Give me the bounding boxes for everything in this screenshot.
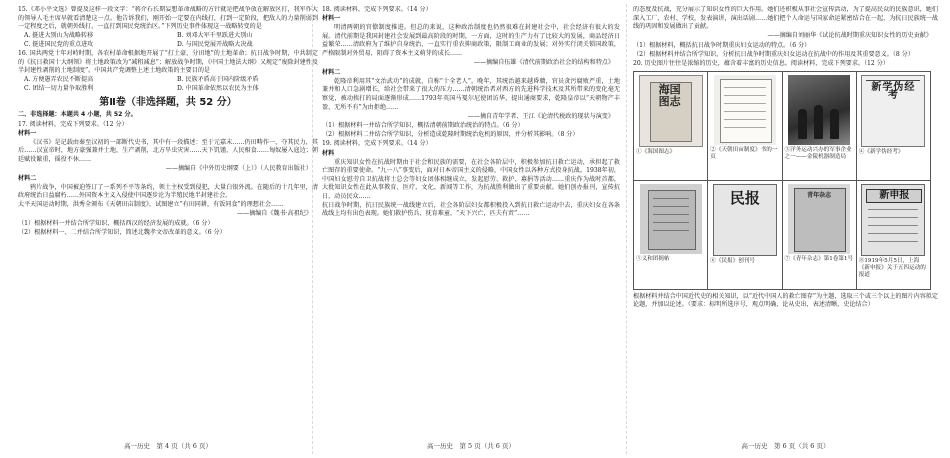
q15-option-c: C. 挺进国民党的重点进攻 xyxy=(24,40,94,48)
picture-caption: ⑦《青年杂志》第1卷第1号 xyxy=(784,255,854,262)
picture-title: 新申报 xyxy=(866,189,922,203)
q17-stem: 17. 阅读材料，完成下列要求。（12 分） xyxy=(18,120,128,128)
yihetuan-poster-image xyxy=(640,184,702,254)
q17-material-2-label: 材料二 xyxy=(18,174,37,182)
q18-material-2-source: ——摘自青年学者、王江《论清代税政的现状与演变》 xyxy=(467,112,614,120)
q19-stem: 19. 阅读材料，完成下列要求。（14 分） xyxy=(322,140,432,148)
q17-material-2-text: 鸦片战争，中国被迫签订了一系列不平等条约，领土主权受到侵犯，大量白银外流。在随后的十几年里，清政府统治日益腐朽……外国资本主义入侵使中国逐步沦为半殖民地半封建社会。 太平天国运动时期，洪秀全颁布《天朝田亩制度》，试图建立“有田同耕，有饭同食”的理想社会…… xyxy=(18,183,318,208)
q15-option-a: A. 挺进大别山为战略转移 xyxy=(24,32,94,40)
q20-picture-cell xyxy=(782,71,856,180)
q16-options xyxy=(18,76,318,93)
q15-options xyxy=(18,32,318,49)
picture-caption: ③洋务运动兴办的军事企业之一——金陵机器制造局 xyxy=(784,146,852,160)
q17-sub-1: （1）根据材料一并结合所学知识，概括西汉的经济发展的成就。（6 分） xyxy=(18,219,214,227)
q19-material-source: ——摘编自刘丽华《试论抗战时期重庆知识女性的历史贡献》 xyxy=(767,32,932,40)
q18-sub-2: （2）根据材料二并结合所学知识，分析造成乾隆时期统治危机的原因，并分析其影响。（8 分） xyxy=(322,131,579,139)
q17-material-2-source: ——摘编自《魏书·高祖纪》 xyxy=(236,209,312,217)
q17-material-1-label: 材料一 xyxy=(18,129,37,137)
exam-page-5 xyxy=(322,6,620,452)
q19-material-text: 重庆知识女性在抗战时期由于社会和民族的需要，在社会各阶层中，积极参加抗日救亡运动，承担起了救亡图存的重要使命。“九一八”事变后，面对日本帝国主义的侵略，中国女性以各种方式投身抗战。1938年初，中国妇女慰劳自卫抗战将士总会等妇女团体相继成立，发起慰劳、救护、募捐等活动……重庆作为战时首都，大批知识女性在此从事教育、医疗、文化、新闻等工作，为抗战胜利做出了重要贡献。她们创办报刊，宣传抗日，动员民众…… 抗日战争时期，抗日民族统一战线建立后，社会各阶层妇女都积极投入到抗日救亡运动中去，重庆妇女在各条战线上均有出色表现。她们救护伤兵、抚育难童，“天下兴亡，匹夫有责”…… xyxy=(322,158,620,218)
picture-caption: ⑥《民报》创刊号 xyxy=(710,257,756,264)
q19-material-continued: 的态度及抗战，充分展示了知识女性的巨大作用。她们还积极从事社会宣传活动，为了提高民众的民族意识，她们深入工厂、农村、学校，发表演讲，演出话剧……她们把个人命运与国家命运紧密结合在一起，为抗日民族统一战线的巩固和发展做出了贡献。 xyxy=(633,6,938,31)
column-divider xyxy=(312,4,313,454)
picture-caption: ②《天朝田亩制度》书的一页 xyxy=(710,146,778,160)
tianchao-tianmu-page-image xyxy=(714,75,776,145)
q17-material-1-text: 《汉书》是记载由秦至汉初的一部断代史书，其中有一段描述：至于元嘉末……仍田畴作一，夺其民力，其后……汉宣帝时，地方豪强兼并土地，生产剥削，北方旱虫灾害……天下饥馑，人民相食……匈奴屡入寇边；朝廷赋役繁重，徭役不休…… xyxy=(18,138,318,163)
q20-picture-cell xyxy=(634,180,708,289)
picture-title: 海国图志 xyxy=(658,82,681,108)
q20-picture-cell xyxy=(856,180,930,289)
q18-material-1-label: 材料一 xyxy=(322,15,341,23)
page-5-footer: 高一历史 第 5 页（共 6 页） xyxy=(426,442,516,450)
page-6-footer: 高一历史 第 6 页（共 6 页） xyxy=(741,442,830,450)
picture-caption: ⑤义和团揭帖 xyxy=(636,255,670,262)
q15-option-b: B. 刘邓大军千里跃进大别山 xyxy=(177,32,253,40)
q18-sub-1: （1）根据材料一并结合所学知识，概括清朝前期政治统治的特点。（6 分） xyxy=(322,122,524,130)
q18-stem: 18. 阅读材料，完成下列要求。（14 分） xyxy=(322,6,432,13)
q15-option-d: D. 与国民党展开战略大决战 xyxy=(177,40,253,48)
q19-sub-1: （1）根据材料，概括抗日战争时期重庆妇女运动的特点。（6 分） xyxy=(633,41,811,49)
q20-picture-grid xyxy=(633,71,931,290)
qingnian-zazhi-cover-image xyxy=(788,184,850,254)
q15-stem: 15.《邓小平文选》曾提及这样一段文字：“蒋介石长期妄想革命战略的方针就是把战争放在解放区打，我军作大的领导人毛主席早就看清楚这一点。他告诉我们，刚开始一定要在内线打，打到一定阶段，把敌人的力量削弱到一定程度之后，就朝外线打，一直打到国民党统治区。”下列历史事件体现这一战略转变的是 xyxy=(18,6,318,31)
jinling-arsenal-photo xyxy=(788,75,850,145)
q20-task: 根据材料并结合中国近代史的相关知识，以“近代中国人的救亡图存”为主题，选取三个或三个以上的图片内容拟定论题，并加以论述。（要求：标明所选序号，观点明确，论从史出，表述清晰，史论结合） xyxy=(633,292,938,309)
minbao-cover-image xyxy=(713,184,777,256)
page-4-footer: 高一历史 第 4 页（共 6 页） xyxy=(123,442,213,450)
q19-material-label: 材料 xyxy=(322,149,335,157)
xinxue-weijing-kao-image xyxy=(861,75,925,147)
picture-title: 青年杂志 xyxy=(807,191,832,199)
q20-picture-cell xyxy=(782,180,856,289)
section-2-note: 二、非选择题：本题共 4 小题，共 52 分。 xyxy=(18,111,137,119)
q16-option-c: C. 团结一切力量争取胜利 xyxy=(24,84,94,92)
q20-stem: 20. 历史图片往往是浓缩的历史，蕴含着丰富的历史信息。阅读材料，完成下列要求。（12 分） xyxy=(633,60,889,68)
column-divider xyxy=(626,4,627,454)
q19-sub-2: （2）根据材料并结合所学知识，分析抗日战争时期重庆妇女运动在抗战中的作用及其重要意义。（8 分） xyxy=(633,50,914,58)
q16-stem: 16. 国共两党十年对峙时期，各农村革命根据地开展了“打土豪、分田地”的土地革命；抗日战争时期，中共制定的《抗日救国十大纲领》将土地政策改为“减租减息”；解放战争时期，《中国土地法大纲》又规定“废除封建性及半封建性剥削的土地制度”。中国共产党调整上述土地政策的主要目的是 xyxy=(18,49,318,75)
q18-material-1-text: 明清两朝的官僚制度推进。但总的来说，这种政治制度也仍然很难在封建社会中，社会经济有很大的发展。清代前期是我国封建社会发展到最高阶段的时期，一方面，这时的生产力有了比较大的发展，商品经济日益繁荣……清政府为了维护自身统治，一直实行重农抑商政策，限制工商业的发展；对外实行闭关锁国政策，严格限制对外贸易，阻碍了资本主义萌芽的成长…… xyxy=(322,24,620,57)
haiguo-tuzhi-book-image xyxy=(639,75,703,147)
q17-sub-2: （2）根据材料一、二并结合所学知识，简述北魏孝文帝改革的意义。（6 分） xyxy=(18,228,226,236)
q20-picture-cell xyxy=(634,71,708,180)
q16-option-d: D. 中国革命依然以农民为主体 xyxy=(177,84,259,92)
picture-title: 民报 xyxy=(729,188,760,207)
q17-material-1-source: ——摘编自《中外历史纲要（上）》（人民教育出版社） xyxy=(165,165,312,172)
picture-caption: ⑧1919年5月5日，上海《新申报》关于五四运动的报道 xyxy=(858,257,926,279)
q18-material-2-label: 材料二 xyxy=(322,68,341,76)
xinshenbao-newspaper-image xyxy=(861,184,925,256)
exam-page-6 xyxy=(633,6,938,452)
q18-material-2-text: 乾隆帝利用其“文治武功”的成就，自称“十全老人”。晚年，其统治越来越昏聩，官员贪污腐败严重，土地兼并和人口急剧增长，给社会带来了很大的压力……清朝统治者对西方的先进科学技术及其所带来的变化毫无察觉，被动挨打的局面逐渐形成……1793年英国马戛尔尼使团访华，提出通商要求，乾隆皇帝以“天朝物产丰盈，无所不有”为由拒绝…… xyxy=(322,77,620,111)
q20-picture-cell xyxy=(856,71,930,180)
q18-material-1-source: ——摘编自伍雄《清代前期政治社会的结构和特点》 xyxy=(473,59,614,67)
q16-option-a: A. 方便愚弄农民不断提高 xyxy=(24,76,94,84)
picture-caption: ①《海国图志》 xyxy=(636,148,676,155)
exam-page-4 xyxy=(18,6,318,452)
picture-caption: ④《新学伪经考》 xyxy=(858,148,904,155)
section-2-title: 第Ⅱ卷（非选择题，共 52 分） xyxy=(99,97,237,109)
q20-picture-cell xyxy=(708,180,782,289)
q20-picture-cell xyxy=(708,71,782,180)
q16-option-b: B. 民族矛盾高于国内阶级矛盾 xyxy=(177,76,259,84)
picture-title: 新学伪经考 xyxy=(871,81,916,102)
